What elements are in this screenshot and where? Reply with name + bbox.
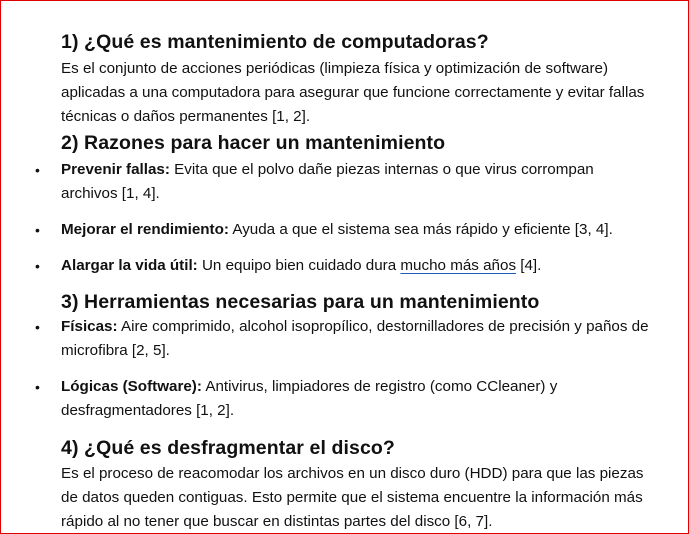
bullet-icon: • xyxy=(35,162,40,178)
list-item xyxy=(35,375,651,423)
list-item-label: Lógicas (Software): xyxy=(61,378,202,395)
list-item-label: Mejorar el rendimiento: xyxy=(61,221,229,238)
list-item-text: Un equipo bien cuidado dura xyxy=(197,257,401,274)
list-item-text: Antivirus, limpiadores de registro (como CCleaner) y desfragmentadores [1, 2]. xyxy=(61,378,558,419)
bullet-icon: • xyxy=(35,379,40,395)
list-item xyxy=(35,218,651,242)
list-item xyxy=(35,254,651,278)
paragraph-1: Es el conjunto de acciones periódicas (limpieza física y optimización de software) aplicadas a una computadora para asegurar que funcione correctamente y evitar fallas técnicas o daños permanentes [1, 2]. xyxy=(61,60,645,125)
list-item-text: Evita que el polvo dañe piezas internas o que virus corrompan archivos [1, 4]. xyxy=(61,161,594,202)
list-item-text: Aire comprimido, alcohol isopropílico, destornilladores de precisión y paños de microfibra [2, 5]. xyxy=(61,318,649,359)
paragraph-4: Es el proceso de reacomodar los archivos en un disco duro (HDD) para que las piezas de datos queden contiguas. Esto permite que el sistema encuentre la información más rápido al no tener que buscar en distintas partes del disco [6, 7]. xyxy=(61,465,644,530)
document-body xyxy=(35,30,651,534)
heading-2: 2) Razones para hacer un mantenimiento xyxy=(61,132,446,154)
list-item-label: Prevenir fallas: xyxy=(61,161,170,178)
list-item-label: Físicas: xyxy=(61,318,118,335)
bullet-icon: • xyxy=(35,222,40,238)
bullet-icon: • xyxy=(35,319,40,335)
list-item-text: [4]. xyxy=(516,257,542,274)
bullet-icon: • xyxy=(35,258,40,274)
list-item-label: Alargar la vida útil: xyxy=(61,257,198,274)
heading-1: 1) ¿Qué es mantenimiento de computadoras? xyxy=(61,31,489,53)
list-item-text: Ayuda a que el sistema sea más rápido y eficiente [3, 4]. xyxy=(228,221,613,238)
heading-4: 4) ¿Qué es desfragmentar el disco? xyxy=(61,437,395,459)
list-item xyxy=(35,158,651,206)
list-item xyxy=(35,315,651,363)
heading-3: 3) Herramientas necesarias para un mantenimiento xyxy=(61,291,540,313)
grammar-underlined-text[interactable]: mucho más años xyxy=(400,257,517,274)
